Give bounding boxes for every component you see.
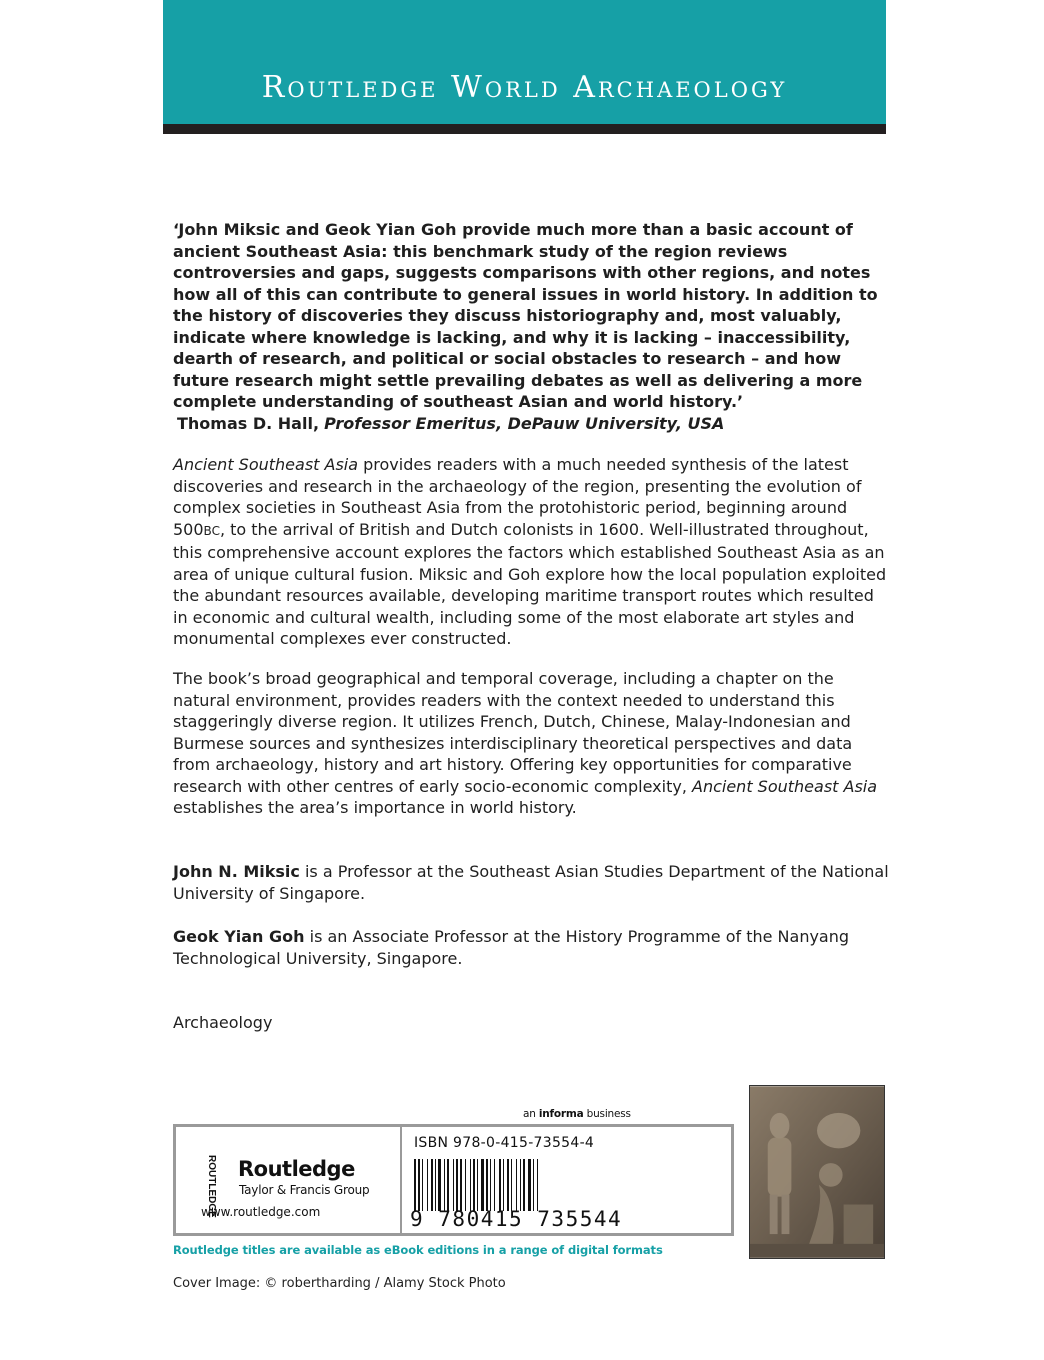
subject-category: Archaeology	[173, 1013, 273, 1032]
informa-prefix: an	[523, 1108, 539, 1120]
author-bio-text: is an Associate Professor at the History Programme of the Nanyang Technological University, Singapore.	[173, 927, 850, 968]
author-bio	[173, 861, 893, 904]
quote-text: ‘John Miksic and Geok Yian Goh provide much more than a basic account of ancient Southeast Asia: this benchmark study of the region reviews controversies and gaps, suggests comparisons with other regions, and notes how all of this can contribute to general issues in world history. In addition to the history of discoveries they discuss historiography and, most valuably, indicate where knowledge is lacking, and why it is lacking – inaccessibility, dearth of research, and political or social obstacles to research – and how future research might settle prevailing debates as well as delivering a more complete understanding of southeast Asian and world history.’	[173, 220, 878, 411]
publisher-url: www.routledge.com	[201, 1205, 321, 1219]
cover-thumbnail-image	[749, 1085, 885, 1259]
barcode-bar	[447, 1159, 449, 1211]
barcode-bar	[486, 1159, 488, 1211]
barcode-bar	[499, 1159, 501, 1211]
author-bio	[173, 926, 893, 969]
description-paragraph-2	[173, 668, 893, 819]
quote-attribution	[173, 414, 724, 433]
barcode-bar	[507, 1159, 509, 1211]
book-title-ref: Ancient Southeast Asia	[692, 776, 878, 796]
series-title: Routledge World Archaeology	[261, 70, 788, 105]
barcode-bar	[494, 1159, 495, 1211]
isbn-label: ISBN 978-0-415-73554-4	[414, 1135, 595, 1151]
description-text: The book’s broad geographical and temporal coverage, including a chapter on the natural environment, provides readers with the context needed to understand this staggeringly diverse region. It utilizes French, Dutch, Chinese, Malay-Indonesian and Burmese sources and synthesizes interdisciplinary theoretical perspectives and data from archaeology, history and art history. Offering key opportunities for comparative research with other centres of early socio-economic complexity,	[173, 669, 853, 796]
description-text: provides readers with a much needed synthesis of the latest discoveries and research in the archaeology of the region, presenting the evolution of complex societies in Southeast Asia from the protohistoric period, beginning around 500	[173, 455, 862, 539]
quote-affiliation: Professor Emeritus, DePauw University, USA	[324, 413, 725, 433]
barcode-bar	[438, 1159, 441, 1211]
barcode-bar	[465, 1159, 466, 1211]
barcode-bar	[477, 1159, 478, 1211]
barcode-bar	[456, 1159, 458, 1211]
barcode	[414, 1159, 600, 1211]
publisher-logo-panel	[176, 1127, 402, 1233]
publisher-group: Taylor & Francis Group	[239, 1183, 370, 1197]
banner-divider	[163, 124, 886, 134]
barcode-bar	[516, 1159, 517, 1211]
barcode-bar	[414, 1159, 416, 1211]
barcode-bar	[444, 1159, 445, 1211]
barcode-bar	[503, 1159, 504, 1211]
book-title-ref: Ancient Southeast Asia	[173, 455, 359, 474]
author-bio-text: is a Professor at the Southeast Asian Studies Department of the National University of Singapore.	[173, 862, 889, 903]
barcode-bar	[481, 1159, 484, 1211]
barcode-bar	[528, 1159, 531, 1211]
author-name: John N. Miksic	[173, 862, 300, 881]
informa-tagline	[523, 1108, 631, 1120]
barcode-bar	[431, 1159, 433, 1211]
era-label: BC	[203, 523, 220, 538]
barcode-bar	[418, 1159, 420, 1211]
barcode-bar	[523, 1159, 525, 1211]
description-text: , to the arrival of British and Dutch colonists in 1600. Well-illustrated throughout, this comprehensive account explores the factors which established Southeast Asia as an area of unique cultural fusion. Miksic and Goh explore how the local population exploited the abundant resources available, developing maritime transport routes which resulted in economic and cultural wealth, including some of the most elaborate art styles and monumental complexes ever constructed.	[173, 519, 887, 648]
ebook-note: Routledge titles are available as eBook editions in a range of digital formats	[173, 1243, 663, 1257]
description-text: establishes the area’s importance in world history.	[173, 798, 577, 817]
informa-suffix: business	[583, 1108, 631, 1120]
barcode-bar	[490, 1159, 491, 1211]
barcode-bar	[473, 1159, 475, 1211]
barcode-bar	[520, 1159, 521, 1211]
cover-credit: Cover Image: © robertharding / Alamy Stock Photo	[173, 1276, 506, 1291]
barcode-bar	[453, 1159, 454, 1211]
barcode-number: 9 780415 735544	[410, 1207, 623, 1231]
routledge-logo-icon	[198, 1153, 217, 1218]
series-banner	[163, 0, 886, 124]
publisher-box	[173, 1124, 734, 1236]
barcode-bar	[533, 1159, 534, 1211]
review-quote	[173, 219, 893, 434]
barcode-bar	[435, 1159, 436, 1211]
barcode-bar	[511, 1159, 512, 1211]
barcode-bar	[537, 1159, 538, 1211]
barcode-bar	[427, 1159, 428, 1211]
barcode-bar	[460, 1159, 462, 1211]
barcode-bar	[470, 1159, 471, 1211]
logo-mark-text: ROUTLEDGE	[206, 1155, 217, 1218]
informa-word: informa	[538, 1108, 584, 1120]
publisher-name: Routledge	[238, 1157, 355, 1181]
description-paragraph-1	[173, 454, 893, 650]
author-name: Geok Yian Goh	[173, 927, 305, 946]
barcode-bar	[422, 1159, 423, 1211]
quote-author: Thomas D. Hall,	[177, 413, 320, 433]
